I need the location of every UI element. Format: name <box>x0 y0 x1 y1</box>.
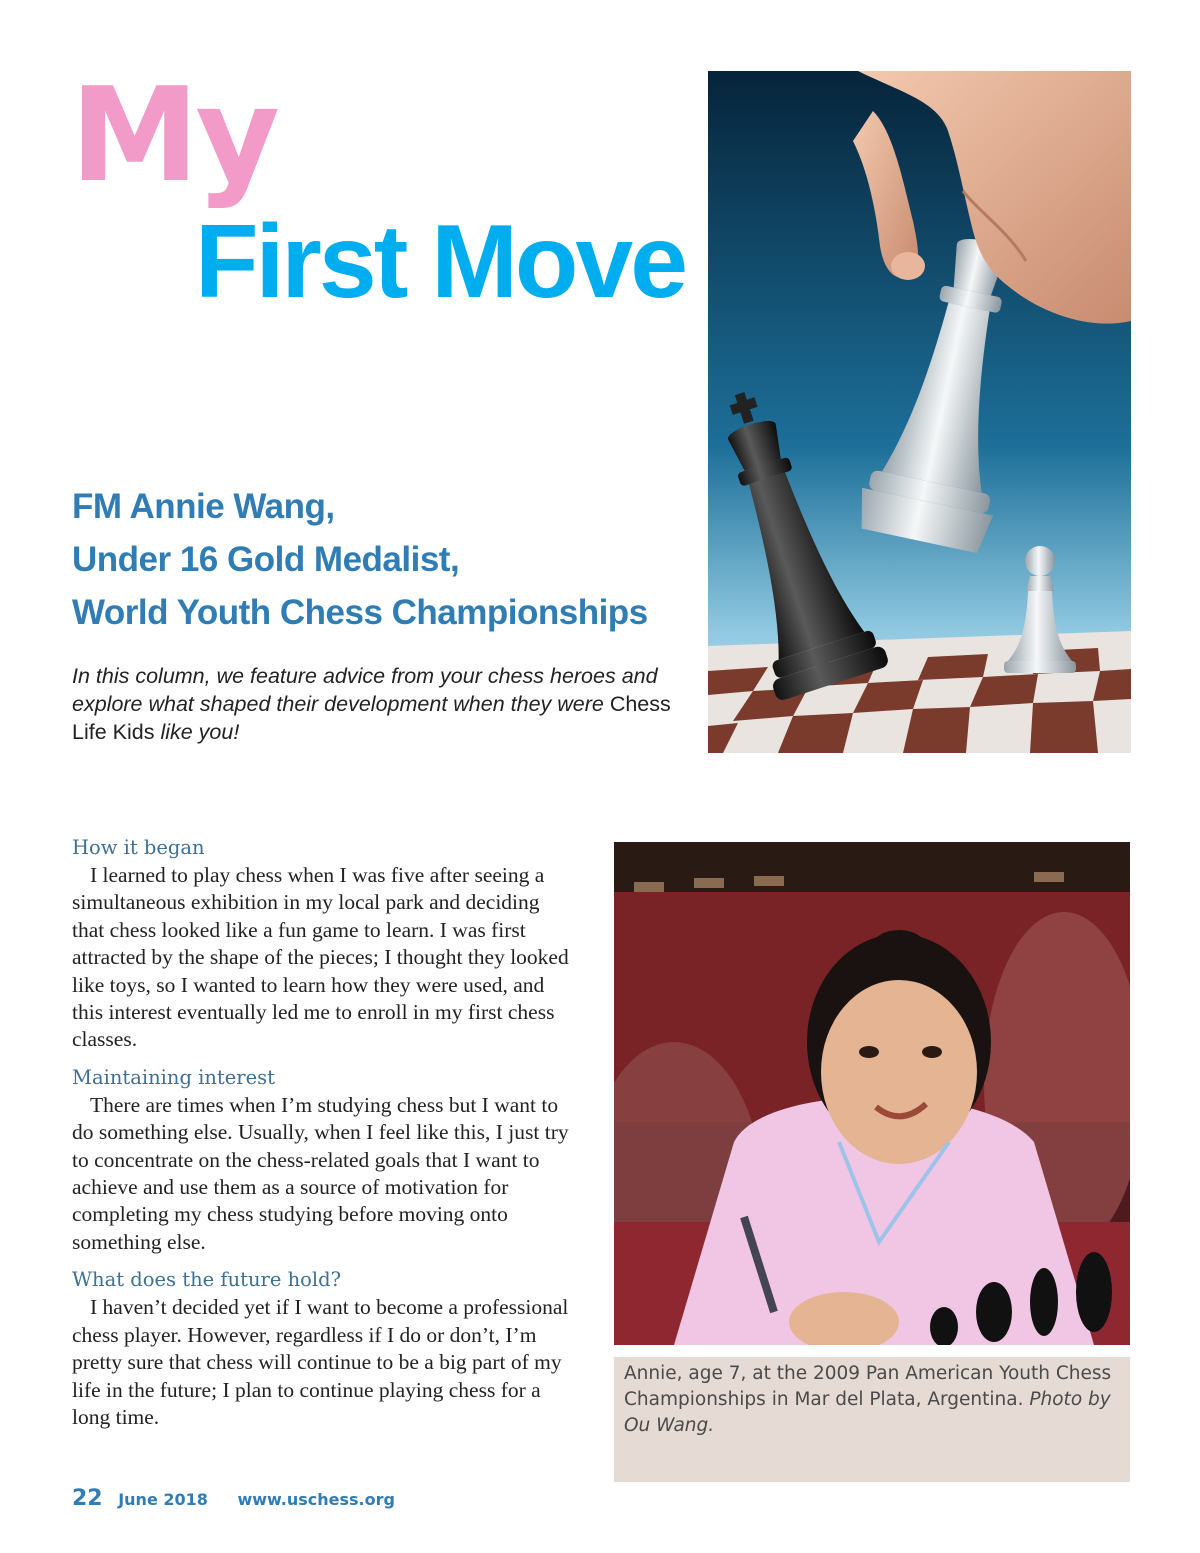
publication-name: Chess Life Kids <box>72 692 671 744</box>
page-number: 22 <box>72 1486 103 1511</box>
section-paragraph: There are times when I’m studying chess but I want to do something else. Usually, when I feel like this, I just try to concentrate on the chess-related goals that I want to achieve and use them as a source of motivation for completing my chess studying before moving onto something else. <box>72 1092 569 1254</box>
article-body <box>72 834 572 1441</box>
hero-chess-image <box>708 71 1131 753</box>
page-footer <box>72 1486 395 1511</box>
chessboard <box>708 631 1131 753</box>
byline <box>72 480 648 639</box>
intro-part2: like you! <box>154 720 240 744</box>
photo-illustration <box>614 842 1130 1345</box>
photo-credit: Photo by Ou Wang. <box>624 1389 1111 1436</box>
section-heading: Maintaining interest <box>72 1065 275 1089</box>
section-paragraph: I haven’t decided yet if I want to become a professional chess player. However, regardless if I do or don’t, I’m pretty sure that chess will continue to be a big part of my life in the future; I plan to continue playing chess for a long time. <box>72 1295 569 1429</box>
hero-illustration <box>708 71 1131 753</box>
website-url: www.uschess.org <box>237 1490 395 1509</box>
photo-caption <box>614 1357 1130 1482</box>
section-paragraph: I learned to play chess when I was five after seeing a simultaneous exhibition in my local park and deciding that chess looked like a fun game to learn. I was first attracted by the shape of the pieces; I thought they looked like toys, so I wanted to learn how they were used, and this interest eventually led me to enroll in my first chess classes. <box>72 863 569 1052</box>
byline-line: Under 16 Gold Medalist, <box>72 540 460 579</box>
title-first-move: First Move <box>195 204 686 320</box>
title-my: My <box>70 59 277 211</box>
byline-line: FM Annie Wang, <box>72 487 335 526</box>
section-heading: How it began <box>72 836 205 859</box>
issue-date: June 2018 <box>118 1490 208 1509</box>
intro-text <box>72 662 692 746</box>
section-heading: What does the future hold? <box>72 1268 342 1292</box>
byline-line: World Youth Chess Championships <box>72 593 648 632</box>
caption-text: Annie, age 7, at the 2009 Pan American Youth Chess Championships in Mar del Plata, Argentina. <box>624 1363 1112 1410</box>
photo-annie <box>614 842 1130 1345</box>
intro-part1: In this column, we feature advice from your chess heroes and explore what shaped their development when they were <box>72 664 658 716</box>
